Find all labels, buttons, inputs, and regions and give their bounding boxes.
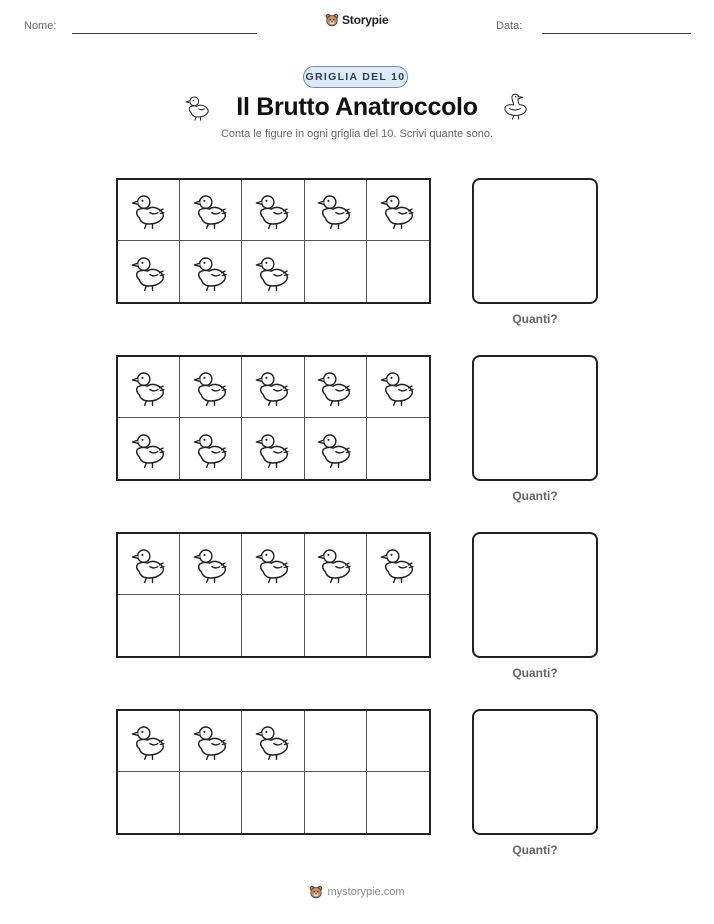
frame-cell xyxy=(242,595,304,656)
frame-cell xyxy=(367,241,429,302)
duckling-icon xyxy=(190,543,232,585)
duckling-icon xyxy=(190,189,232,231)
duckling-icon xyxy=(252,189,294,231)
answer-label-3: Quanti? xyxy=(512,666,558,680)
frame-cell xyxy=(118,711,180,772)
bear-icon xyxy=(325,13,339,27)
name-label: Nome: xyxy=(24,20,57,32)
frame-cell xyxy=(118,357,180,418)
duckling-icon xyxy=(252,720,294,762)
duckling-icon xyxy=(128,720,170,762)
frame-cell xyxy=(118,418,180,479)
frame-cell xyxy=(180,241,242,302)
date-line xyxy=(542,33,691,34)
footer xyxy=(0,885,714,899)
bear-icon xyxy=(309,885,323,899)
duckling-icon xyxy=(314,428,356,470)
duckling-icon xyxy=(377,543,419,585)
frame-cell xyxy=(180,180,242,241)
page-title: Il Brutto Anatroccolo xyxy=(236,93,478,121)
frame-cell xyxy=(367,357,429,418)
duckling-icon xyxy=(190,428,232,470)
activity-badge: GRIGLIA DEL 10 xyxy=(303,66,408,88)
frame-cell xyxy=(367,534,429,595)
answer-box-4[interactable] xyxy=(472,709,598,835)
answer-label-4: Quanti? xyxy=(512,843,558,857)
instructions: Conta le figure in ogni griglia del 10. Scrivi quante sono. xyxy=(220,128,494,140)
duckling-icon xyxy=(314,543,356,585)
duckling-icon xyxy=(128,189,170,231)
duckling-icon xyxy=(377,189,419,231)
duck-icon xyxy=(500,91,530,121)
answer-box-1[interactable] xyxy=(472,178,598,304)
answer-box-3[interactable] xyxy=(472,532,598,658)
frame-cell xyxy=(180,357,242,418)
date-label: Data: xyxy=(496,20,523,32)
answer-label-1: Quanti? xyxy=(512,312,558,326)
frame-cell xyxy=(242,534,304,595)
ten-frame-2 xyxy=(116,355,431,481)
frame-cell xyxy=(180,534,242,595)
frame-cell xyxy=(305,241,367,302)
duckling-icon xyxy=(377,366,419,408)
frame-cell xyxy=(180,595,242,656)
duckling-icon xyxy=(190,720,232,762)
frame-cell xyxy=(305,180,367,241)
footer-url: mystorypie.com xyxy=(327,886,405,898)
frame-cell xyxy=(118,241,180,302)
ten-frame-3 xyxy=(116,532,431,658)
frame-cell xyxy=(118,180,180,241)
frame-cell xyxy=(367,772,429,833)
frame-cell xyxy=(367,595,429,656)
duckling-icon xyxy=(252,428,294,470)
frame-cell xyxy=(242,772,304,833)
frame-cell xyxy=(305,595,367,656)
duckling-icon xyxy=(252,251,294,293)
frame-cell xyxy=(180,418,242,479)
ten-frame-4 xyxy=(116,709,431,835)
duckling-icon xyxy=(128,366,170,408)
duckling-icon xyxy=(128,543,170,585)
frame-cell xyxy=(305,418,367,479)
duckling-icon xyxy=(252,366,294,408)
frame-cell xyxy=(242,418,304,479)
ten-frame-1 xyxy=(116,178,431,304)
name-line xyxy=(72,33,257,34)
frame-cell xyxy=(118,534,180,595)
frame-cell xyxy=(305,772,367,833)
duckling-icon xyxy=(128,251,170,293)
frame-cell xyxy=(367,180,429,241)
brand-name: Storypie xyxy=(342,13,389,27)
brand-logo xyxy=(325,13,388,27)
frame-cell xyxy=(118,772,180,833)
frame-cell xyxy=(242,241,304,302)
duckling-icon xyxy=(190,366,232,408)
duckling-icon xyxy=(252,543,294,585)
frame-cell xyxy=(305,534,367,595)
duckling-icon xyxy=(128,428,170,470)
frame-cell xyxy=(180,711,242,772)
frame-cell xyxy=(242,180,304,241)
duckling-icon xyxy=(190,251,232,293)
frame-cell xyxy=(367,418,429,479)
frame-cell xyxy=(118,595,180,656)
duckling-icon xyxy=(314,366,356,408)
answer-box-2[interactable] xyxy=(472,355,598,481)
duckling-icon xyxy=(314,189,356,231)
frame-cell xyxy=(367,711,429,772)
answer-label-2: Quanti? xyxy=(512,489,558,503)
frame-cell xyxy=(242,711,304,772)
frame-cell xyxy=(305,357,367,418)
frame-cell xyxy=(305,711,367,772)
frame-cell xyxy=(180,772,242,833)
frame-cell xyxy=(242,357,304,418)
